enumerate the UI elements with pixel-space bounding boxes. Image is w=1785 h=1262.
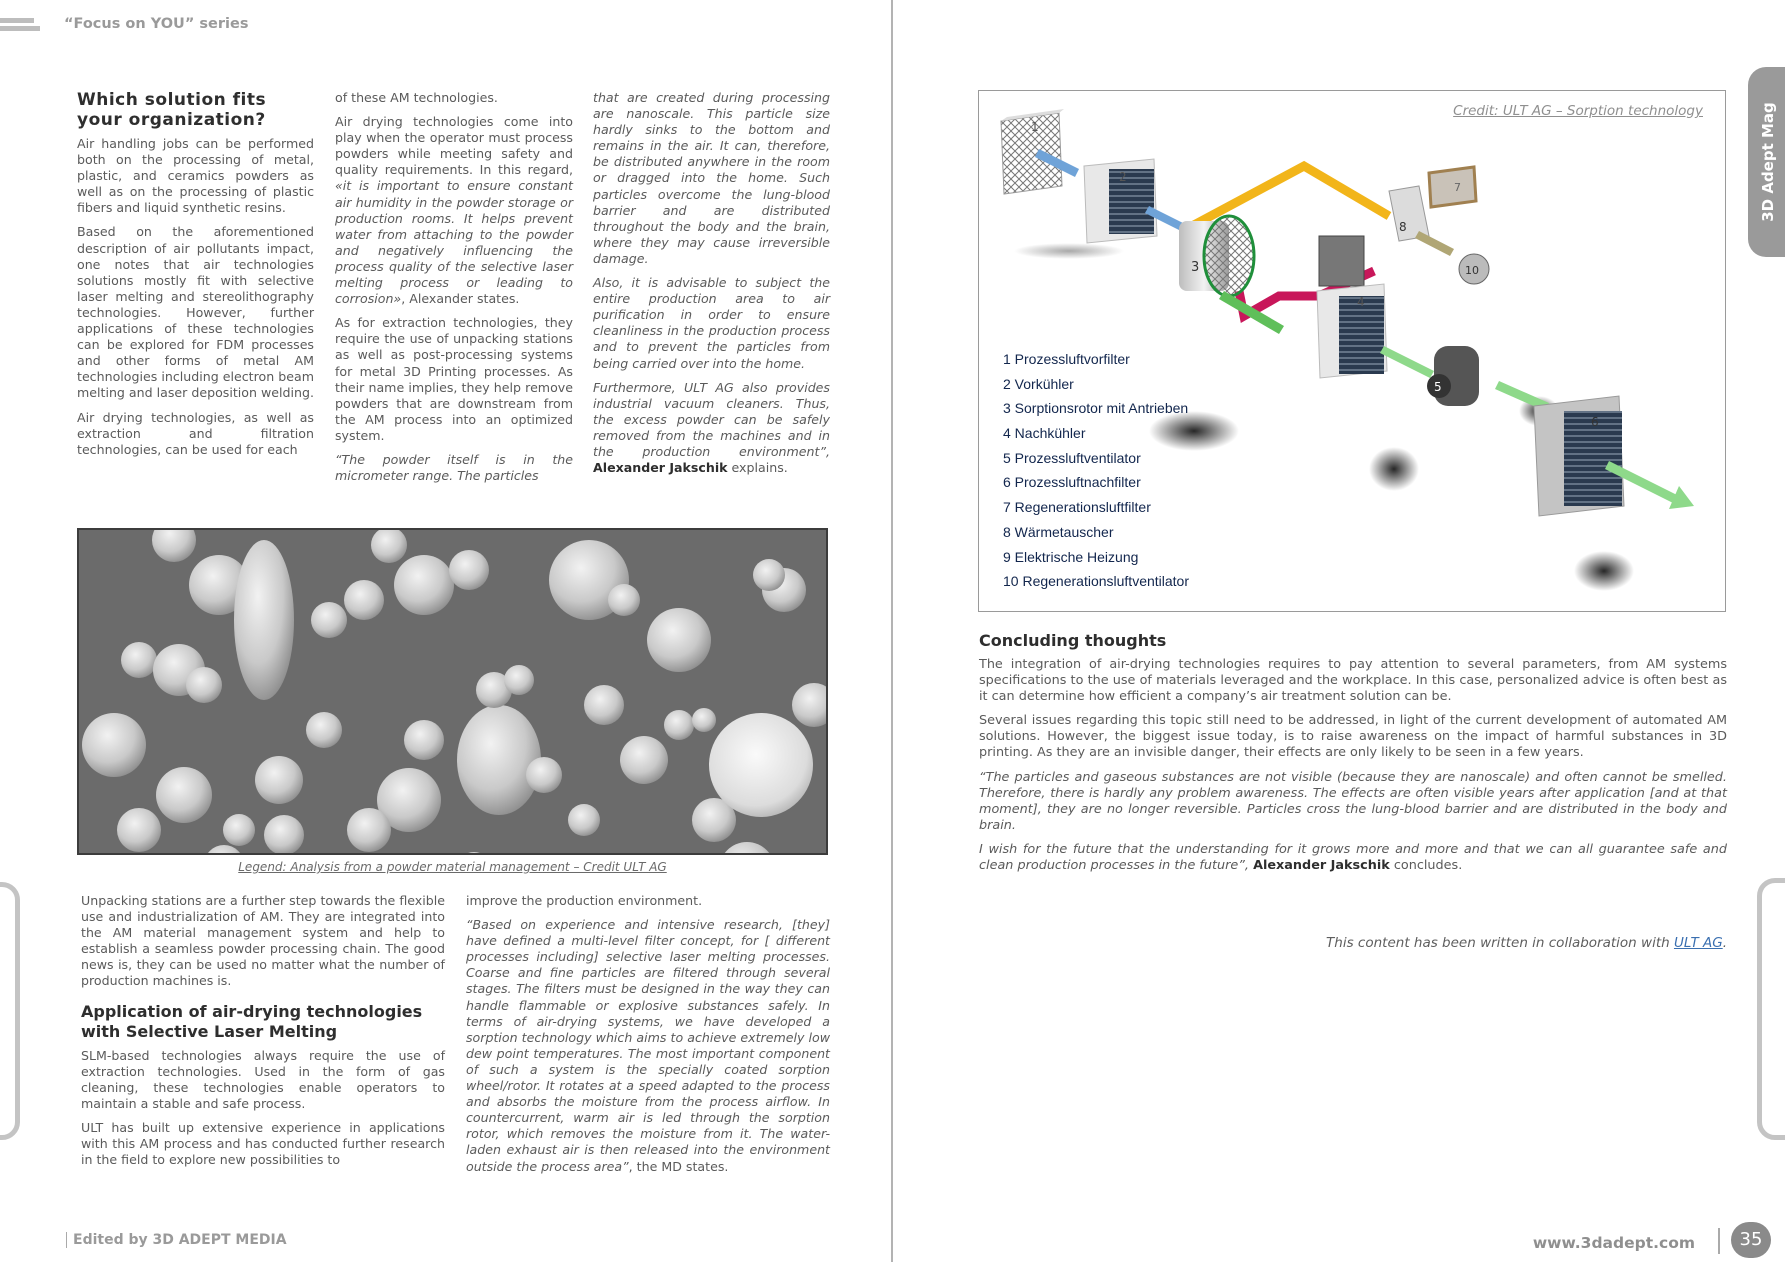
left-column-1 [77,90,314,466]
paragraph: Air handling jobs can be performed both on the processing of metal, plastic, and ceramics powders as well as on the processing of plastic fibers and liquid synthetic resins. [77,136,314,216]
part-number: 4 [1357,295,1365,309]
left-lower-column-1 [81,893,445,1176]
series-title: “Focus on YOU” series [64,16,249,32]
part-4-after-cooler [1317,284,1387,378]
part-number: 2 [1119,170,1127,184]
sorption-diagram-figure [978,90,1726,612]
part-1-prefilter [1001,109,1064,194]
legend-item: 2 Vorkühler [1003,375,1074,392]
collab-text: This content has been written in collaboration with [1326,935,1674,951]
quote-paragraph [593,380,830,477]
paragraph-text: Air drying technologies come into play when the operator must process powders while meeting safety and quality requirements. In this regard, [335,114,573,178]
paragraph [335,114,573,307]
legend-item: 1 Prozessluftvorfilter [1003,351,1130,367]
quote-paragraph: “The powder itself is in the micrometer range. The particles [335,451,573,484]
paragraph: ULT has built up extensive experience in applications with this AM process and has conducted further research in the field to explore new possibilities to [81,1119,445,1168]
powder-particles-image [79,530,828,855]
footer-editor: Edited by 3D ADEPT MEDIA [66,1232,287,1248]
diagram-credit: Credit: ULT AG – Sorption technology [1453,103,1703,119]
magazine-side-tab [1748,67,1785,257]
quote-paragraph [979,842,1727,874]
quote-paragraph: Also, it is advisable to subject the entire production area to air purification in order to ensure cleanliness in the production process and to prevent the particles from being carried over into the home. [593,275,830,371]
quote-text: I wish for the future that the understanding for it grows more and more and that we can all guarantee safe and clean production processes in the future”, [979,841,1727,874]
legend-item: 3 Sorptionsrotor mit Antrieben [1003,400,1189,417]
collab-end: . [1722,935,1727,951]
part-number: 5 [1434,380,1442,394]
paragraph-text: , Alexander states. [401,291,520,307]
quote-text: «it is important to ensure constant air humidity in the powder storage or production rooms. It helps prevent water from attaching to the powder and negatively influencing the process quality of the selective laser melting process or leading to corrosion» [335,178,573,307]
diagram-legend [1003,347,1189,594]
paragraph: Based on the aforementioned description of air pollutants impact, one notes that air technologies solutions mostly fit with selective laser melting and stereolithography technologies. However, further applications of these technologies can be explored for FDM processes and other forms of metal AM technologies including electron beam melting and laser deposition welding. [77,224,314,401]
section-heading: Application of air-drying technologies with Selective Laser Melting [81,1001,423,1041]
paragraph-text: explains. [727,460,788,476]
ult-ag-link[interactable]: ULT AG [1673,935,1723,951]
left-bracket-decoration [0,882,20,1140]
part-3-sorption-rotor [1179,216,1254,296]
collaboration-note [1326,935,1727,951]
part-number: 7 [1454,181,1461,194]
paragraph: As for extraction technologies, they require the use of unpacking stations as well as post-processing systems for metal 3D Printing processes. As their name implies, they help remove powders that are downstream from the AM process into an optimized system. [335,315,573,443]
website-url: www.3dadept.com [1532,1234,1695,1252]
part-8-heat-exchanger [1389,186,1429,241]
page-number: 35 [1731,1222,1771,1258]
header-bar-icon [0,18,34,23]
legend-item: 7 Regenerationsluftfilter [1003,499,1151,516]
quote-paragraph: “The particles and gaseous substances are not visible (because they are nanoscale) and often cannot be smelled. Therefore, there is hardly any problem awareness. The effects are often visible years after application [and at that moment], they are no longer reversible. Particles cross the lung-blood barrier and are distributed in the body and brain. [979,769,1727,833]
legend-item: 4 Nachkühler [1003,425,1086,442]
section-heading: Concluding thoughts [979,631,1167,650]
paragraph: Unpacking stations are a further step towards the flexible use and industrialization of AM. They are integrated into the AM material management system and help to establish a seamless powder processing chain. The good news is, they can be used no matter what the number of production machines is. [81,893,445,989]
left-column-2 [335,90,573,492]
header-bar-icon [0,26,40,31]
quote-text: “Based on experience and intensive research, [they] have defined a multi-level filter concept, for [ different processes including] selective laser melting processes. Coarse and fine particles are filtered through several stages. The filters must be designed in the way they can handle flammable or explosive substances safely. In terms of air-drying systems, we have developed a sorption technology which aims to achieve extremely low dew point temperatures. The most important component of such a system is the specially coated sorption wheel/rotor. It rotates at a speed adapted to the process and absorbs the moisture from the process airflow. In countercurrent, warm air is led through the sorption rotor, which removes the moisture from it. The water-laden exhaust air is then released into the environment outside the process area” [466,917,830,1174]
part-number: 6 [1591,415,1599,429]
legend-item: 9 Elektrische Heizung [1003,548,1139,565]
paragraph-text: , the MD states. [628,1158,729,1174]
quote-paragraph [466,917,830,1175]
legend-item: 8 Wärmetauscher [1003,523,1114,540]
section-heading: Which solution fits your organization? [77,90,267,130]
part-10-regeneration-fan [1459,254,1489,284]
part-5-process-fan [1427,346,1479,406]
paragraph: The integration of air-drying technologies requires to pay attention to several parameters, from AM systems specifications to the use of materials leveraged and the workplace. In this case, personalized advice is often best as it can determine how efficient a company’s air treatment solution can be. [979,657,1727,705]
person-name: Alexander Jakschik [1253,858,1390,874]
paragraph: SLM-based technologies always require the use of extraction technologies. Used in the form of gas cleaning, these technologies enable operators to maintain a stable and safe process. [81,1047,445,1111]
part-2-precooler [1084,159,1157,243]
left-column-3 [593,90,830,484]
part-number: 1 [1031,120,1039,134]
quote-paragraph: that are created during processing are nanoscale. This particle size hardly sinks to the bottom and remains in the air. It can, therefore, be distributed anywhere in the room or dragged into the home. Such particles overcome the lung-blood barrier and are distributed throughout the body and the brain, where they may cause irreversible damage. [593,90,830,266]
left-lower-column-2 [466,893,830,1183]
legend-item: 5 Prozessluftventilator [1003,449,1141,466]
part-7-regeneration-filter [1429,167,1476,207]
paragraph: improve the production environment. [466,893,703,908]
footer-divider [1718,1228,1720,1254]
right-bracket-decoration [1757,878,1785,1140]
paragraph: of these AM technologies. [335,90,498,105]
powder-microscopy-photo [77,528,828,855]
paragraph: Air drying technologies, as well as extraction and filtration technologies, can be used for each [77,409,314,457]
part-number: 8 [1399,220,1407,234]
magazine-name: 3D Adept Mag [1759,102,1777,222]
page-spine-divider [891,0,893,1262]
paragraph-text: concludes. [1389,858,1463,874]
person-name: Alexander Jakschik [593,460,728,476]
part-number: 3 [1191,260,1200,275]
quote-text: Furthermore, ULT AG also provides industrial vacuum cleaners. Thus, the excess powder can be safely removed from the machines and in the production environment”, [593,379,830,459]
paragraph: Several issues regarding this topic still need to be addressed, in light of the current development of automated AM solutions. However, the biggest issue today, is to raise awareness on the impact of harmful substances in 3D printing. As they are an invisible danger, their effects are only likely to be seen in a few years. [979,713,1727,761]
concluding-section [979,630,1727,882]
part-6-after-filter [1534,396,1624,516]
legend-item: 10 Regenerationsluftventilator [1003,573,1190,590]
photo-caption: Legend: Analysis from a powder material management – Credit ULT AG [238,860,667,874]
part-number: 10 [1465,264,1479,277]
legend-item: 6 Prozessluftnachfilter [1003,474,1141,491]
